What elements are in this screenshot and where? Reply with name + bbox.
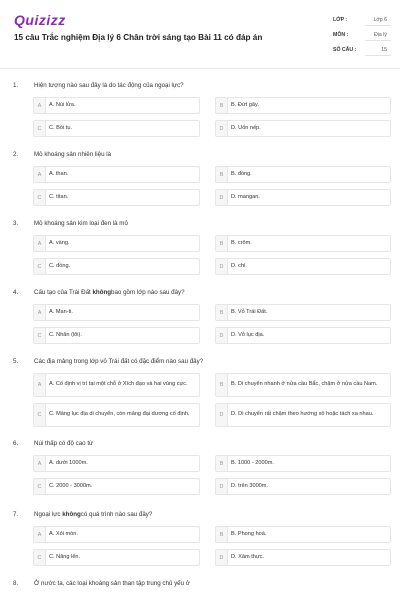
page-header: [0, 0, 400, 62]
option-letter: B: [216, 236, 228, 251]
option-text: B. Đứt gãy.: [231, 101, 259, 108]
option-letter: D: [216, 259, 228, 274]
option-letter: C: [34, 479, 46, 494]
option-letter: D: [216, 550, 228, 565]
option-c[interactable]: [33, 549, 200, 566]
option-letter: D: [216, 328, 228, 343]
option-c[interactable]: [33, 327, 200, 344]
meta-question-count: [333, 44, 391, 56]
option-c[interactable]: [33, 478, 200, 495]
option-letter: A: [34, 374, 46, 396]
option-text: A. than.: [49, 170, 69, 177]
option-text: D. mangan.: [231, 193, 260, 200]
option-letter: A: [34, 456, 46, 471]
option-text: A. Cố định vị trí tại một chỗ ở Xích đạo và hai vùng cực.: [49, 381, 188, 388]
option-d[interactable]: [215, 120, 391, 137]
question-text-start: Cấu tạo của Trái Đất: [34, 289, 93, 296]
option-letter: B: [216, 374, 228, 396]
option-c[interactable]: [33, 403, 200, 427]
option-letter: B: [216, 98, 228, 113]
meta-value: 15: [381, 47, 387, 53]
option-text: C. titan.: [49, 193, 69, 200]
option-letter: C: [34, 121, 46, 136]
option-letter: C: [34, 259, 46, 274]
option-b[interactable]: [215, 373, 391, 397]
option-text: B. Di chuyển nhanh ở nửa cầu Bắc, chậm ở nửa cầu Nam.: [231, 381, 378, 388]
option-b[interactable]: [215, 97, 391, 114]
option-letter: B: [216, 305, 228, 320]
question-number: 6.: [13, 440, 19, 447]
question-text-emphasis: không: [92, 289, 112, 296]
option-text: D. chì.: [231, 262, 248, 269]
option-text: C. 2000 - 3000m.: [49, 482, 93, 489]
option-letter: C: [34, 328, 46, 343]
option-b[interactable]: [215, 166, 391, 183]
option-text: B. Phong hoá.: [231, 530, 267, 537]
question-text-emphasis: không: [62, 511, 81, 518]
header-divider: [0, 68, 400, 69]
option-text: A. vàng.: [49, 239, 70, 246]
option-letter: A: [34, 98, 46, 113]
option-b[interactable]: [215, 455, 391, 472]
question-number: 4.: [13, 289, 19, 296]
option-c[interactable]: [33, 258, 200, 275]
option-a[interactable]: [33, 235, 200, 252]
option-text: A. Núi lửa.: [49, 101, 76, 108]
option-letter: D: [216, 479, 228, 494]
option-letter: A: [34, 236, 46, 251]
question-text: Núi thấp có độ cao từ: [34, 440, 94, 447]
option-text: C. Mảng lục địa di chuyển, còn mảng đại dương cố định.: [49, 411, 190, 418]
option-text: C. Bồi tụ.: [49, 124, 73, 131]
option-letter: D: [216, 190, 228, 205]
question-text: Mỏ khoáng sản kim loại đen là mỏ: [34, 220, 128, 227]
question-number: 5.: [13, 358, 19, 365]
option-a[interactable]: [33, 526, 200, 543]
option-a[interactable]: [33, 304, 200, 321]
meta-underline: [365, 55, 391, 56]
option-b[interactable]: [215, 526, 391, 543]
option-letter: C: [34, 550, 46, 565]
option-text: B. 1000 - 2000m.: [231, 459, 274, 466]
option-c[interactable]: [33, 120, 200, 137]
question-number: 1.: [13, 82, 19, 89]
option-a[interactable]: [33, 373, 200, 397]
question-text: [34, 511, 152, 518]
option-letter: B: [216, 456, 228, 471]
option-letter: A: [34, 167, 46, 182]
question-text: [34, 289, 185, 296]
meta-subject: [333, 29, 391, 41]
meta-value: Địa lý: [374, 32, 387, 38]
option-text: D. Vỏ lục địa.: [231, 331, 265, 338]
meta-underline: [365, 25, 391, 26]
option-text: A. Man-ti.: [49, 308, 73, 315]
option-letter: A: [34, 527, 46, 542]
question-number: 7.: [13, 511, 19, 518]
meta-value: Lớp 6: [373, 17, 387, 23]
option-text: B. đồng.: [231, 170, 252, 177]
option-d[interactable]: [215, 327, 391, 344]
question-text: Hiện tượng nào sau đây là do tác động của ngoại lực?: [34, 82, 184, 89]
option-letter: D: [216, 121, 228, 136]
meta-grade: [333, 14, 391, 26]
question-text-end: có quá trình nào sau đây?: [80, 511, 153, 518]
question-text-start: Ngoại lực: [34, 511, 63, 518]
question-number: 8.: [13, 580, 19, 587]
question-text: Các địa mảng trong lớp vỏ Trái đất có đặc điểm nào sau đây?: [34, 358, 204, 365]
option-text: D. Xâm thực.: [231, 553, 264, 560]
quizizz-logo[interactable]: Quizizz: [14, 12, 66, 28]
option-letter: C: [34, 404, 46, 426]
question-text: Mỏ khoáng sản nhiên liệu là: [34, 151, 112, 158]
option-text: C. Nâng lên.: [49, 553, 81, 560]
question-text-end: bao gồm lớp nào sau đây?: [111, 289, 185, 296]
option-a[interactable]: [33, 97, 200, 114]
option-c[interactable]: [33, 189, 200, 206]
page-title: 15 câu Trắc nghiệm Địa lý 6 Chân trời sáng tạo Bài 11 có đáp án: [14, 33, 263, 42]
meta-label: MÔN :: [333, 32, 349, 38]
meta-underline: [365, 40, 391, 41]
option-letter: D: [216, 404, 228, 426]
option-letter: A: [34, 305, 46, 320]
option-text: B. crôm.: [231, 239, 252, 246]
option-text: C. Nhân (lõi).: [49, 331, 82, 338]
option-d[interactable]: [215, 403, 391, 427]
option-text: A. dưới 1000m.: [49, 459, 88, 466]
option-text: D. Di chuyển rất chậm theo hướng xô hoặc tách xa nhau.: [231, 411, 374, 418]
option-b[interactable]: [215, 304, 391, 321]
option-d[interactable]: [215, 189, 391, 206]
option-text: B. Vỏ Trái Đất.: [231, 308, 268, 315]
option-text: D. Uốn nếp.: [231, 124, 261, 131]
option-text: D. trên 3000m.: [231, 482, 268, 489]
question-number: 2.: [13, 151, 19, 158]
option-letter: B: [216, 167, 228, 182]
option-text: C. đồng.: [49, 262, 71, 269]
option-b[interactable]: [215, 235, 391, 252]
option-d[interactable]: [215, 258, 391, 275]
meta-label: SỐ CÂU :: [333, 47, 357, 53]
option-letter: B: [216, 527, 228, 542]
option-letter: C: [34, 190, 46, 205]
option-a[interactable]: [33, 455, 200, 472]
option-d[interactable]: [215, 549, 391, 566]
question-number: 3.: [13, 220, 19, 227]
meta-label: LỚP :: [333, 17, 348, 23]
option-text: A. Xói mòn.: [49, 530, 78, 537]
option-a[interactable]: [33, 166, 200, 183]
question-text: Ở nước ta, các loại khoáng sản than tập trung chủ yếu ở: [34, 580, 190, 587]
option-d[interactable]: [215, 478, 391, 495]
